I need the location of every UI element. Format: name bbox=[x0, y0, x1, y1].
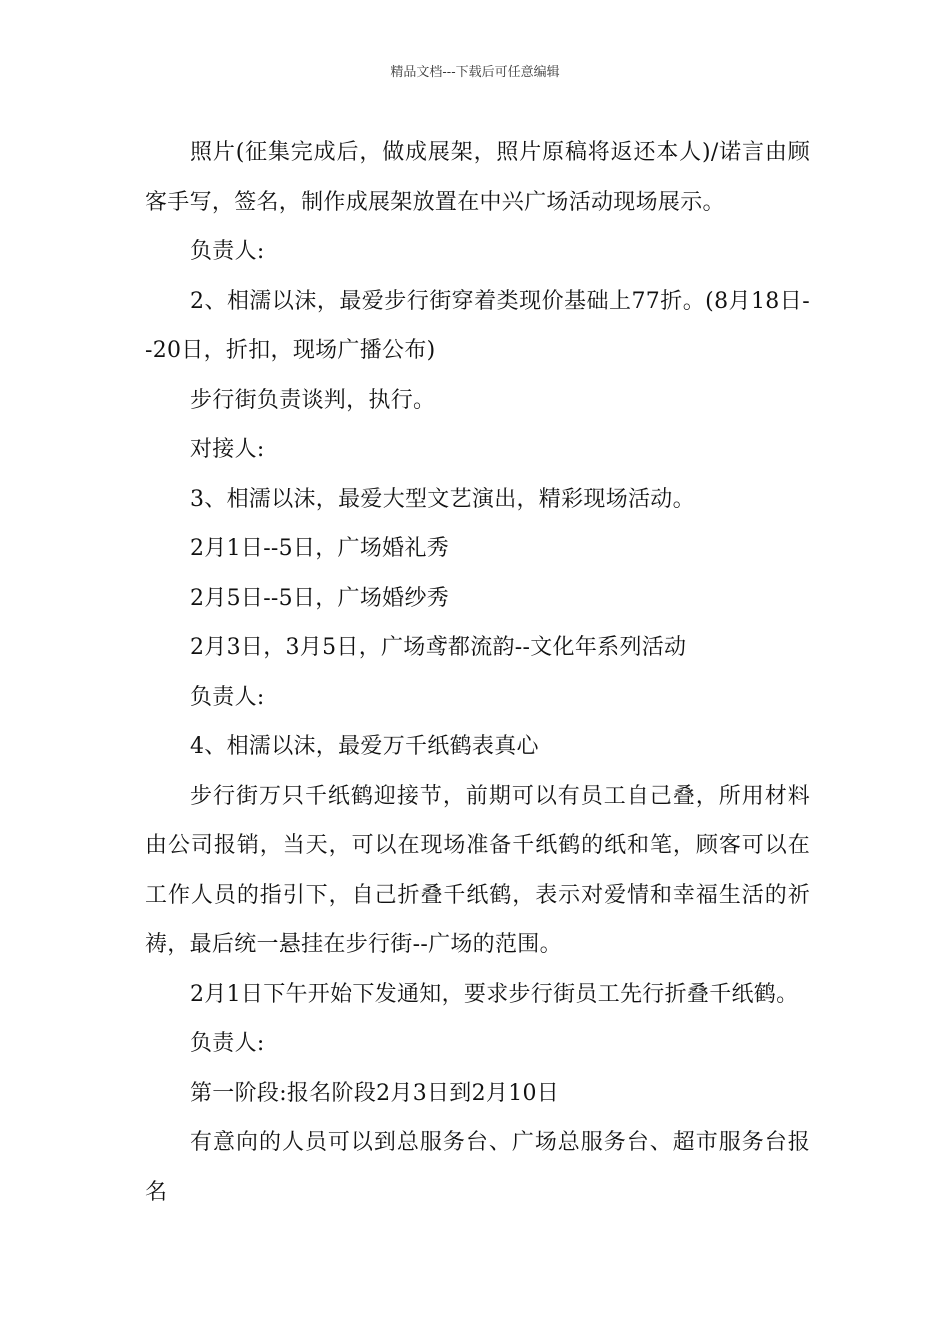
paragraph-responsible-3: 负责人: bbox=[190, 1031, 265, 1056]
paragraph-responsible-1: 负责人: bbox=[190, 239, 265, 264]
paragraph-negotiation: 步行街负责谈判，执行。 bbox=[190, 387, 436, 413]
paragraph-responsible-2: 负责人: bbox=[190, 684, 265, 710]
paragraph-wedding-show: 2月1日--5日，广场婚礼秀 bbox=[190, 536, 450, 561]
paragraph-notice: 2月1日下午开始下发通知，要求步行街员工先行折叠千纸鹤。 bbox=[190, 981, 799, 1007]
page-header: 精品文档---下载后可任意编辑 bbox=[390, 65, 560, 80]
paragraph-culture-events: 2月3日，3月5日，广场鸢都流韵--文化年系列活动 bbox=[190, 635, 687, 660]
paragraph-item-3-performance: 3、相濡以沫，最爱大型文艺演出，精彩现场活动。 bbox=[190, 486, 695, 512]
paragraph-stage-one: 第一阶段:报名阶段2月3日到2月10日 bbox=[190, 1080, 560, 1106]
paragraph-paper-cranes-detail: 步行街万只千纸鹤迎接节，前期可以有员工自己叠，所用材料由公司报销，当天，可以在现场准备千纸鹤的纸和笔，顾客可以在工作人员的指引下，自己折叠千纸鹤，表示对爱情和幸福生活的祈祷，最后统一悬挂在步行街--广场的范围。 bbox=[145, 783, 810, 957]
paragraph-photo-display: 照片(征集完成后，做成展架，照片原稿将返还本人)/诺言由顾客手写，签名，制作成展架放置在中兴广场活动现场展示。 bbox=[145, 140, 810, 215]
paragraph-contact-person: 对接人: bbox=[190, 437, 265, 462]
paragraph-wedding-dress-show: 2月5日--5日，广场婚纱秀 bbox=[190, 585, 450, 611]
paragraph-item-2-discount: 2、相濡以沫，最爱步行街穿着类现价基础上77折。(8月18日--20日，折扣，现场广播公布) bbox=[145, 288, 810, 363]
paragraph-registration: 有意向的人员可以到总服务台、广场总服务台、超市服务台报名 bbox=[145, 1130, 810, 1205]
document-body bbox=[145, 128, 810, 1217]
paragraph-item-4-paper-cranes: 4、相濡以沫，最爱万千纸鹤表真心 bbox=[190, 734, 539, 759]
